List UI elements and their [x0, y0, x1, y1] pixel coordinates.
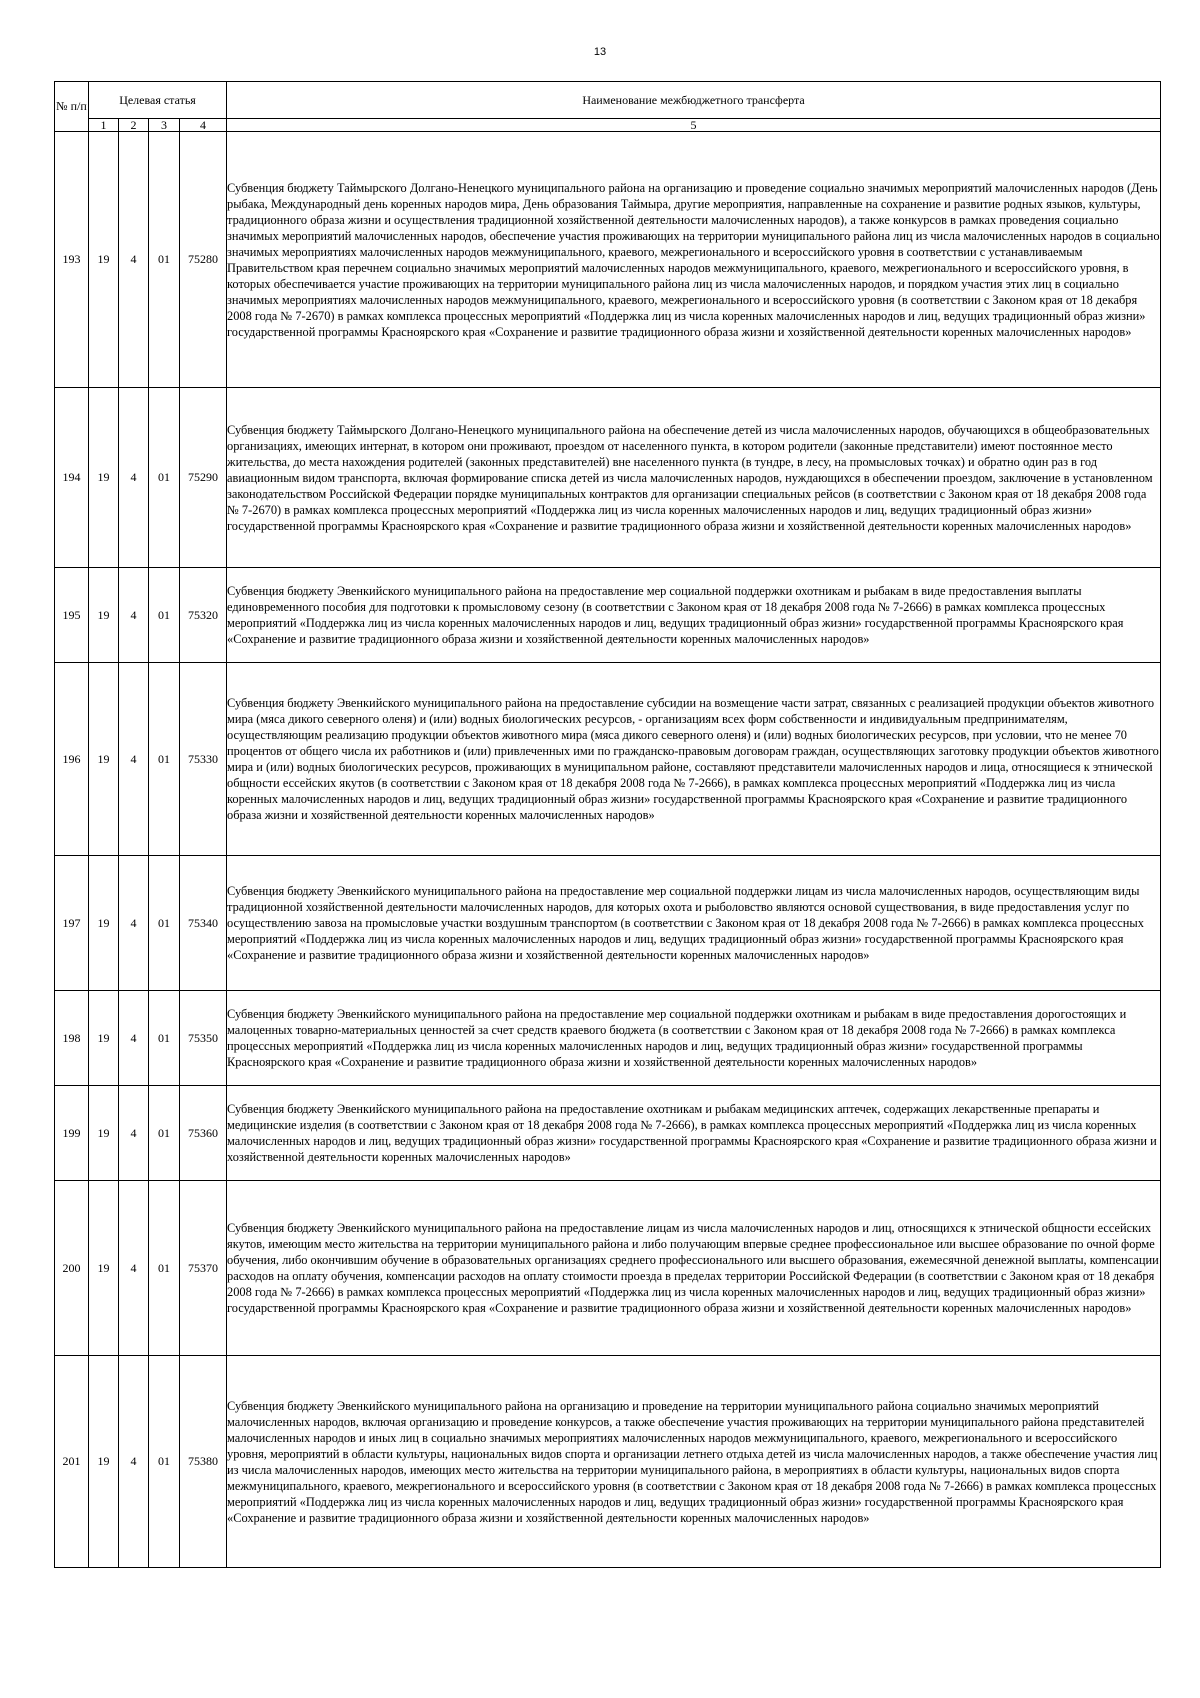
- code-1: 19: [89, 132, 119, 388]
- header-target-article: Целевая статья: [89, 82, 227, 119]
- row-num: 201: [55, 1356, 89, 1568]
- code-2: 4: [119, 1086, 149, 1181]
- code-3: 01: [149, 568, 180, 663]
- code-1: 19: [89, 856, 119, 991]
- page-number: 13: [593, 46, 607, 58]
- code-4: 75290: [180, 388, 227, 568]
- table-row: [55, 568, 1161, 663]
- table-row: [55, 856, 1161, 991]
- code-3: 01: [149, 388, 180, 568]
- header-col-number: 5: [227, 119, 1161, 132]
- code-3: 01: [149, 663, 180, 856]
- code-4: 75360: [180, 1086, 227, 1181]
- code-2: 4: [119, 1181, 149, 1356]
- row-num: 194: [55, 388, 89, 568]
- code-4: 75320: [180, 568, 227, 663]
- header-col-number: 2: [119, 119, 149, 132]
- code-4: 75380: [180, 1356, 227, 1568]
- code-3: 01: [149, 1356, 180, 1568]
- transfer-description: Субвенция бюджету Эвенкийского муниципального района на предоставление лицам из числа малочисленных народов и лиц, относящихся к этнической общности ессейских якутов, имеющим место жительства на территории муниципального района и либо получающим впервые среднее профессиональное или высшее образование по очной форме обучения, либо окончившим обучение в образовательных организациях среднего профессионального или высшего образования, ежемесячной денежной выплаты, компенсации расходов на оплату обучения, компенсации расходов на оплату стоимости проезда в пределах территории Российской Федерации (в соответствии с Законом края от 18 декабря 2008 года № 7-2666) в рамках комплекса процессных мероприятий «Поддержка лиц из числа коренных малочисленных народов и лиц, ведущих традиционный образ жизни» государственной программы Красноярского края «Сохранение и развитие традиционного образа жизни и хозяйственной деятельности коренных малочисленных народов»: [227, 1181, 1161, 1356]
- table-row: [55, 1356, 1161, 1568]
- row-num: 193: [55, 132, 89, 388]
- table-row: [55, 1086, 1161, 1181]
- code-2: 4: [119, 856, 149, 991]
- code-4: 75280: [180, 132, 227, 388]
- code-1: 19: [89, 388, 119, 568]
- table-row: [55, 991, 1161, 1086]
- code-2: 4: [119, 1356, 149, 1568]
- code-4: 75330: [180, 663, 227, 856]
- code-2: 4: [119, 388, 149, 568]
- code-1: 19: [89, 663, 119, 856]
- code-2: 4: [119, 663, 149, 856]
- transfer-description: Субвенция бюджету Эвенкийского муниципального района на предоставление мер социальной поддержки охотникам и рыбакам в виде предоставления выплаты единовременного пособия для подготовки к промысловому сезону (в соответствии с Законом края от 18 декабря 2008 года № 7-2666) в рамках комплекса процессных мероприятий «Поддержка лиц из числа коренных малочисленных народов и лиц, ведущих традиционный образ жизни» государственной программы Красноярского края «Сохранение и развитие традиционного образа жизни и хозяйственной деятельности коренных малочисленных народов»: [227, 568, 1161, 663]
- header-name: Наименование межбюджетного трансферта: [227, 82, 1161, 119]
- row-num: 198: [55, 991, 89, 1086]
- code-2: 4: [119, 568, 149, 663]
- code-4: 75350: [180, 991, 227, 1086]
- header-col-number: 4: [180, 119, 227, 132]
- code-1: 19: [89, 1356, 119, 1568]
- transfer-description: Субвенция бюджету Эвенкийского муниципального района на предоставление мер социальной поддержки охотникам и рыбакам в виде предоставления дорогостоящих и малоценных товарно-материальных ценностей за счет средств краевого бюджета (в соответствии с Законом края от 18 декабря 2008 года № 7-2666) в рамках комплекса процессных мероприятий «Поддержка лиц из числа коренных малочисленных народов и лиц, ведущих традиционный образ жизни» государственной программы Красноярского края «Сохранение и развитие традиционного образа жизни и хозяйственной деятельности коренных малочисленных народов»: [227, 991, 1161, 1086]
- code-1: 19: [89, 568, 119, 663]
- code-1: 19: [89, 1181, 119, 1356]
- transfer-description: Субвенция бюджету Таймырского Долгано-Ненецкого муниципального района на обеспечение детей из числа малочисленных народов, обучающихся в общеобразовательных организациях, имеющих интернат, в котором они проживают, проездом от населенного пункта, в котором родители (законные представители) имеют постоянное место жительства, до места нахождения родителей (законных представителей) вне населенного пункта (в тундре, в лесу, на промысловых точках) и обратно один раз в год авиационным видом транспорта, включая формирование списка детей из числа малочисленных народов, нуждающихся в обеспечении проездом, заключение в установленном законодательством Российской Федерации порядке муниципальных контрактов для организации специальных рейсов (в соответствии с Законом края от 18 декабря 2008 года № 7-2670) в рамках комплекса процессных мероприятий «Поддержка лиц из числа коренных малочисленных народов и лиц, ведущих традиционный образ жизни» государственной программы Красноярского края «Сохранение и развитие традиционного образа жизни и хозяйственной деятельности коренных малочисленных народов»: [227, 388, 1161, 568]
- header-col-number: 1: [89, 119, 119, 132]
- code-3: 01: [149, 991, 180, 1086]
- transfer-description: Субвенция бюджету Эвенкийского муниципального района на организацию и проведение на территории муниципального района социально значимых мероприятий малочисленных народов, включая организацию и проведение конкурсов, а также обеспечение участия проживающих на территории муниципального района представителей малочисленных народов и иных лиц в социально значимых мероприятиях малочисленных народов межмуниципального, краевого, межрегионального и всероссийского уровня, мероприятий в области культуры, национальных видов спорта и организации летнего отдыха детей из числа малочисленных народов, а также обеспечение участия лиц из числа малочисленных народов, имеющих место жительства на территории муниципального района, в мероприятиях в области культуры, национальных видов спорта межмуниципального, краевого, межрегионального и всероссийского уровня (в соответствии с Законом края от 18 декабря 2008 года № 7-2666) в рамках комплекса процессных мероприятий «Поддержка лиц из числа коренных малочисленных народов и лиц, ведущих традиционный образ жизни» государственной программы Красноярского края «Сохранение и развитие традиционного образа жизни и хозяйственной деятельности коренных малочисленных народов»: [227, 1356, 1161, 1568]
- table-row: [55, 388, 1161, 568]
- table-row: [55, 1181, 1161, 1356]
- row-num: 200: [55, 1181, 89, 1356]
- code-4: 75340: [180, 856, 227, 991]
- code-2: 4: [119, 991, 149, 1086]
- table-header: [55, 82, 1161, 132]
- header-num: № п/п: [55, 82, 89, 132]
- code-4: 75370: [180, 1181, 227, 1356]
- transfer-description: Субвенция бюджету Эвенкийского муниципального района на предоставление мер социальной поддержки лицам из числа малочисленных народов, осуществляющим виды традиционной хозяйственной деятельности малочисленных народов, для которых охота и рыболовство являются основой существования, в виде предоставления услуг по осуществлению завоза на промысловые участки воздушным транспортом (в соответствии с Законом края от 18 декабря 2008 года № 7-2666) в рамках комплекса процессных мероприятий «Поддержка лиц из числа коренных малочисленных народов и лиц, ведущих традиционный образ жизни» государственной программы Красноярского края «Сохранение и развитие традиционного образа жизни и хозяйственной деятельности коренных малочисленных народов»: [227, 856, 1161, 991]
- row-num: 195: [55, 568, 89, 663]
- code-2: 4: [119, 132, 149, 388]
- transfer-description: Субвенция бюджету Эвенкийского муниципального района на предоставление субсидии на возмещение части затрат, связанных с реализацией продукции объектов животного мира (мяса дикого северного оленя) и (или) водных биологических ресурсов, - организациям всех форм собственности и индивидуальным предпринимателям, осуществляющим реализацию продукции объектов животного мира (мяса дикого северного оленя) и (или) водных биологических ресурсов, при условии, что не менее 70 процентов от общего числа их работников и (или) привлеченных ими по гражданско-правовым договорам граждан, осуществляющих заготовку продукции объектов животного мира и (или) водных биологических ресурсов, проживающих в муниципальном районе, составляют представители малочисленных народов и лица, относящиеся к этнической общности ессейских якутов (в соответствии с Законом края от 18 декабря 2008 года № 7-2666), в рамках комплекса процессных мероприятий «Поддержка лиц из числа коренных малочисленных народов и лиц, ведущих традиционный образ жизни» государственной программы Красноярского края «Сохранение и развитие традиционного образа жизни и хозяйственной деятельности коренных малочисленных народов»: [227, 663, 1161, 856]
- table-row: [55, 132, 1161, 388]
- transfer-table: [54, 81, 1161, 1568]
- transfer-description: Субвенция бюджету Эвенкийского муниципального района на предоставление охотникам и рыбакам медицинских аптечек, содержащих лекарственные препараты и медицинские изделия (в соответствии с Законом края от 18 декабря 2008 года № 7-2666), в рамках комплекса процессных мероприятий «Поддержка лиц из числа коренных малочисленных народов и лиц, ведущих традиционный образ жизни» государственной программы Красноярского края «Сохранение и развитие традиционного образа жизни и хозяйственной деятельности коренных малочисленных народов»: [227, 1086, 1161, 1181]
- row-num: 196: [55, 663, 89, 856]
- code-3: 01: [149, 856, 180, 991]
- code-1: 19: [89, 1086, 119, 1181]
- row-num: 197: [55, 856, 89, 991]
- code-1: 19: [89, 991, 119, 1086]
- table-body: [55, 132, 1161, 1568]
- transfer-description: Субвенция бюджету Таймырского Долгано-Ненецкого муниципального района на организацию и проведение социально значимых мероприятий малочисленных народов (День рыбака, Международный день коренных народов мира, День образования Таймыра, другие мероприятия, направленные на сохранение и развитие родных языков, культуры, традиционного образа жизни и осуществления традиционной хозяйственной деятельности малочисленных народов), а также конкурсов в рамках проведения социально значимых мероприятий малочисленных народов, обеспечение участия проживающих на территории муниципального района лиц из числа малочисленных народов в социально значимых мероприятиях малочисленных народов межмуниципального, краевого, межрегионального и всероссийского уровня в соответствии с устанавливаемым Правительством края перечнем социально значимых мероприятий малочисленных народов межмуниципального, краевого, межрегионального и всероссийского уровня, в которых обеспечивается участие проживающих на территории муниципального района лиц из числа малочисленных народов, и порядком участия этих лиц в социально значимых мероприятиях малочисленных народов межмуниципального, краевого, межрегионального и всероссийского уровня (в соответствии с Законом края от 18 декабря 2008 года № 7-2670) в рамках комплекса процессных мероприятий «Поддержка лиц из числа коренных малочисленных народов и лиц, ведущих традиционный образ жизни» государственной программы Красноярского края «Сохранение и развитие традиционного образа жизни и хозяйственной деятельности коренных малочисленных народов»: [227, 132, 1161, 388]
- header-col-number: 3: [149, 119, 180, 132]
- table-row: [55, 663, 1161, 856]
- code-3: 01: [149, 1181, 180, 1356]
- row-num: 199: [55, 1086, 89, 1181]
- code-3: 01: [149, 132, 180, 388]
- code-3: 01: [149, 1086, 180, 1181]
